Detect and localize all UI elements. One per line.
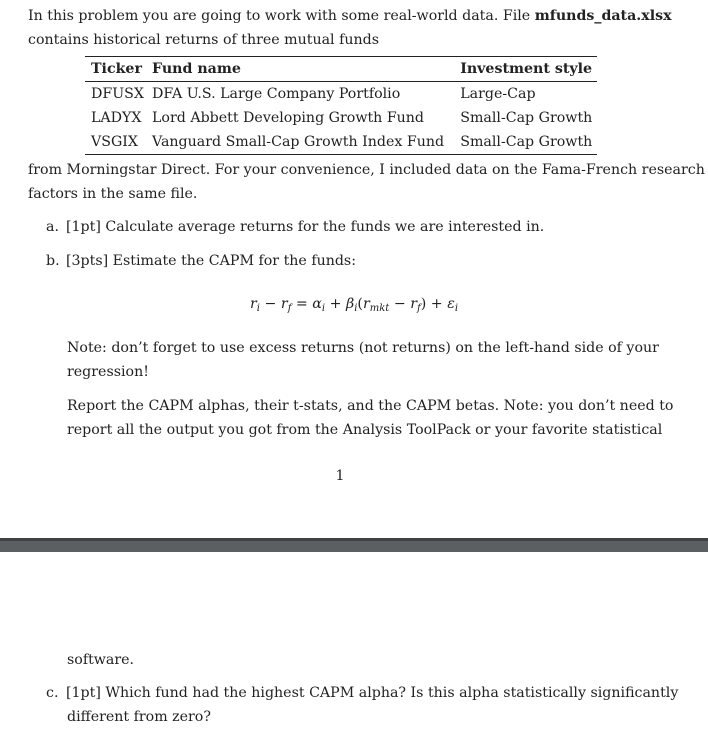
item-b [46,251,356,271]
table-row [85,82,597,107]
fund-name-cell: Vanguard Small-Cap Growth Index Fund [152,134,445,150]
after-table-line-1: from Morningstar Direct. For your convenience, I included data on the Fama-French research [28,162,705,178]
capm-equation: $r_i - r_f = \alpha_i + \beta_i(r_{mkt} - r_f) + \varepsilon_i$ [249,296,459,314]
item-c-text: [1pt] Which fund had the highest CAPM alpha? Is this alpha statistically significantly [66,685,679,701]
funds-table [85,56,597,155]
header-fund-name: Fund name [152,61,241,77]
filename: mfunds_data.xlsx [534,8,672,24]
page-divider [0,538,708,552]
fund-name-cell: Lord Abbett Developing Growth Fund [152,110,425,126]
intro-line-2: contains historical returns of three mutual funds [28,32,379,48]
header-ticker: Ticker [91,61,142,77]
note-line-1: Note: don’t forget to use excess returns (not returns) on the left-hand side of your [67,340,659,356]
item-a-text: [1pt] Calculate average returns for the funds we are interested in. [66,219,545,235]
intro-text: In this problem you are going to work with some real-world data. File [28,8,535,24]
item-a-label: a. [46,219,59,235]
report-line-2: report all the output you got from the Analysis ToolPack or your favorite statistical [67,422,663,438]
item-b-label: b. [46,253,60,269]
ticker-cell: DFUSX [91,86,144,102]
fund-name-cell: DFA U.S. Large Company Portfolio [152,86,401,102]
item-c-line-2: different from zero? [67,709,211,725]
note-line-2: regression! [67,364,149,380]
item-a [46,217,544,237]
style-cell: Small-Cap Growth [460,110,593,126]
style-cell: Large-Cap [460,86,536,102]
after-table-line-2: factors in the same file. [28,186,198,202]
page-number: 1 [335,468,345,484]
intro-line-1 [28,6,672,26]
item-c-line-1 [46,683,679,703]
header-investment-style: Investment style [460,61,593,77]
table-row [85,106,597,130]
page-2 [0,552,708,744]
software-line: software. [67,652,135,668]
ticker-cell: VSGIX [91,134,139,150]
report-line-1: Report the CAPM alphas, their t-stats, and the CAPM betas. Note: you don’t need to [67,398,674,414]
style-cell: Small-Cap Growth [460,134,593,150]
table-row [85,130,597,155]
item-b-text: [3pts] Estimate the CAPM for the funds: [66,253,356,269]
ticker-cell: LADYX [91,110,142,126]
item-c-label: c. [46,685,59,701]
table-header-row [85,57,597,82]
